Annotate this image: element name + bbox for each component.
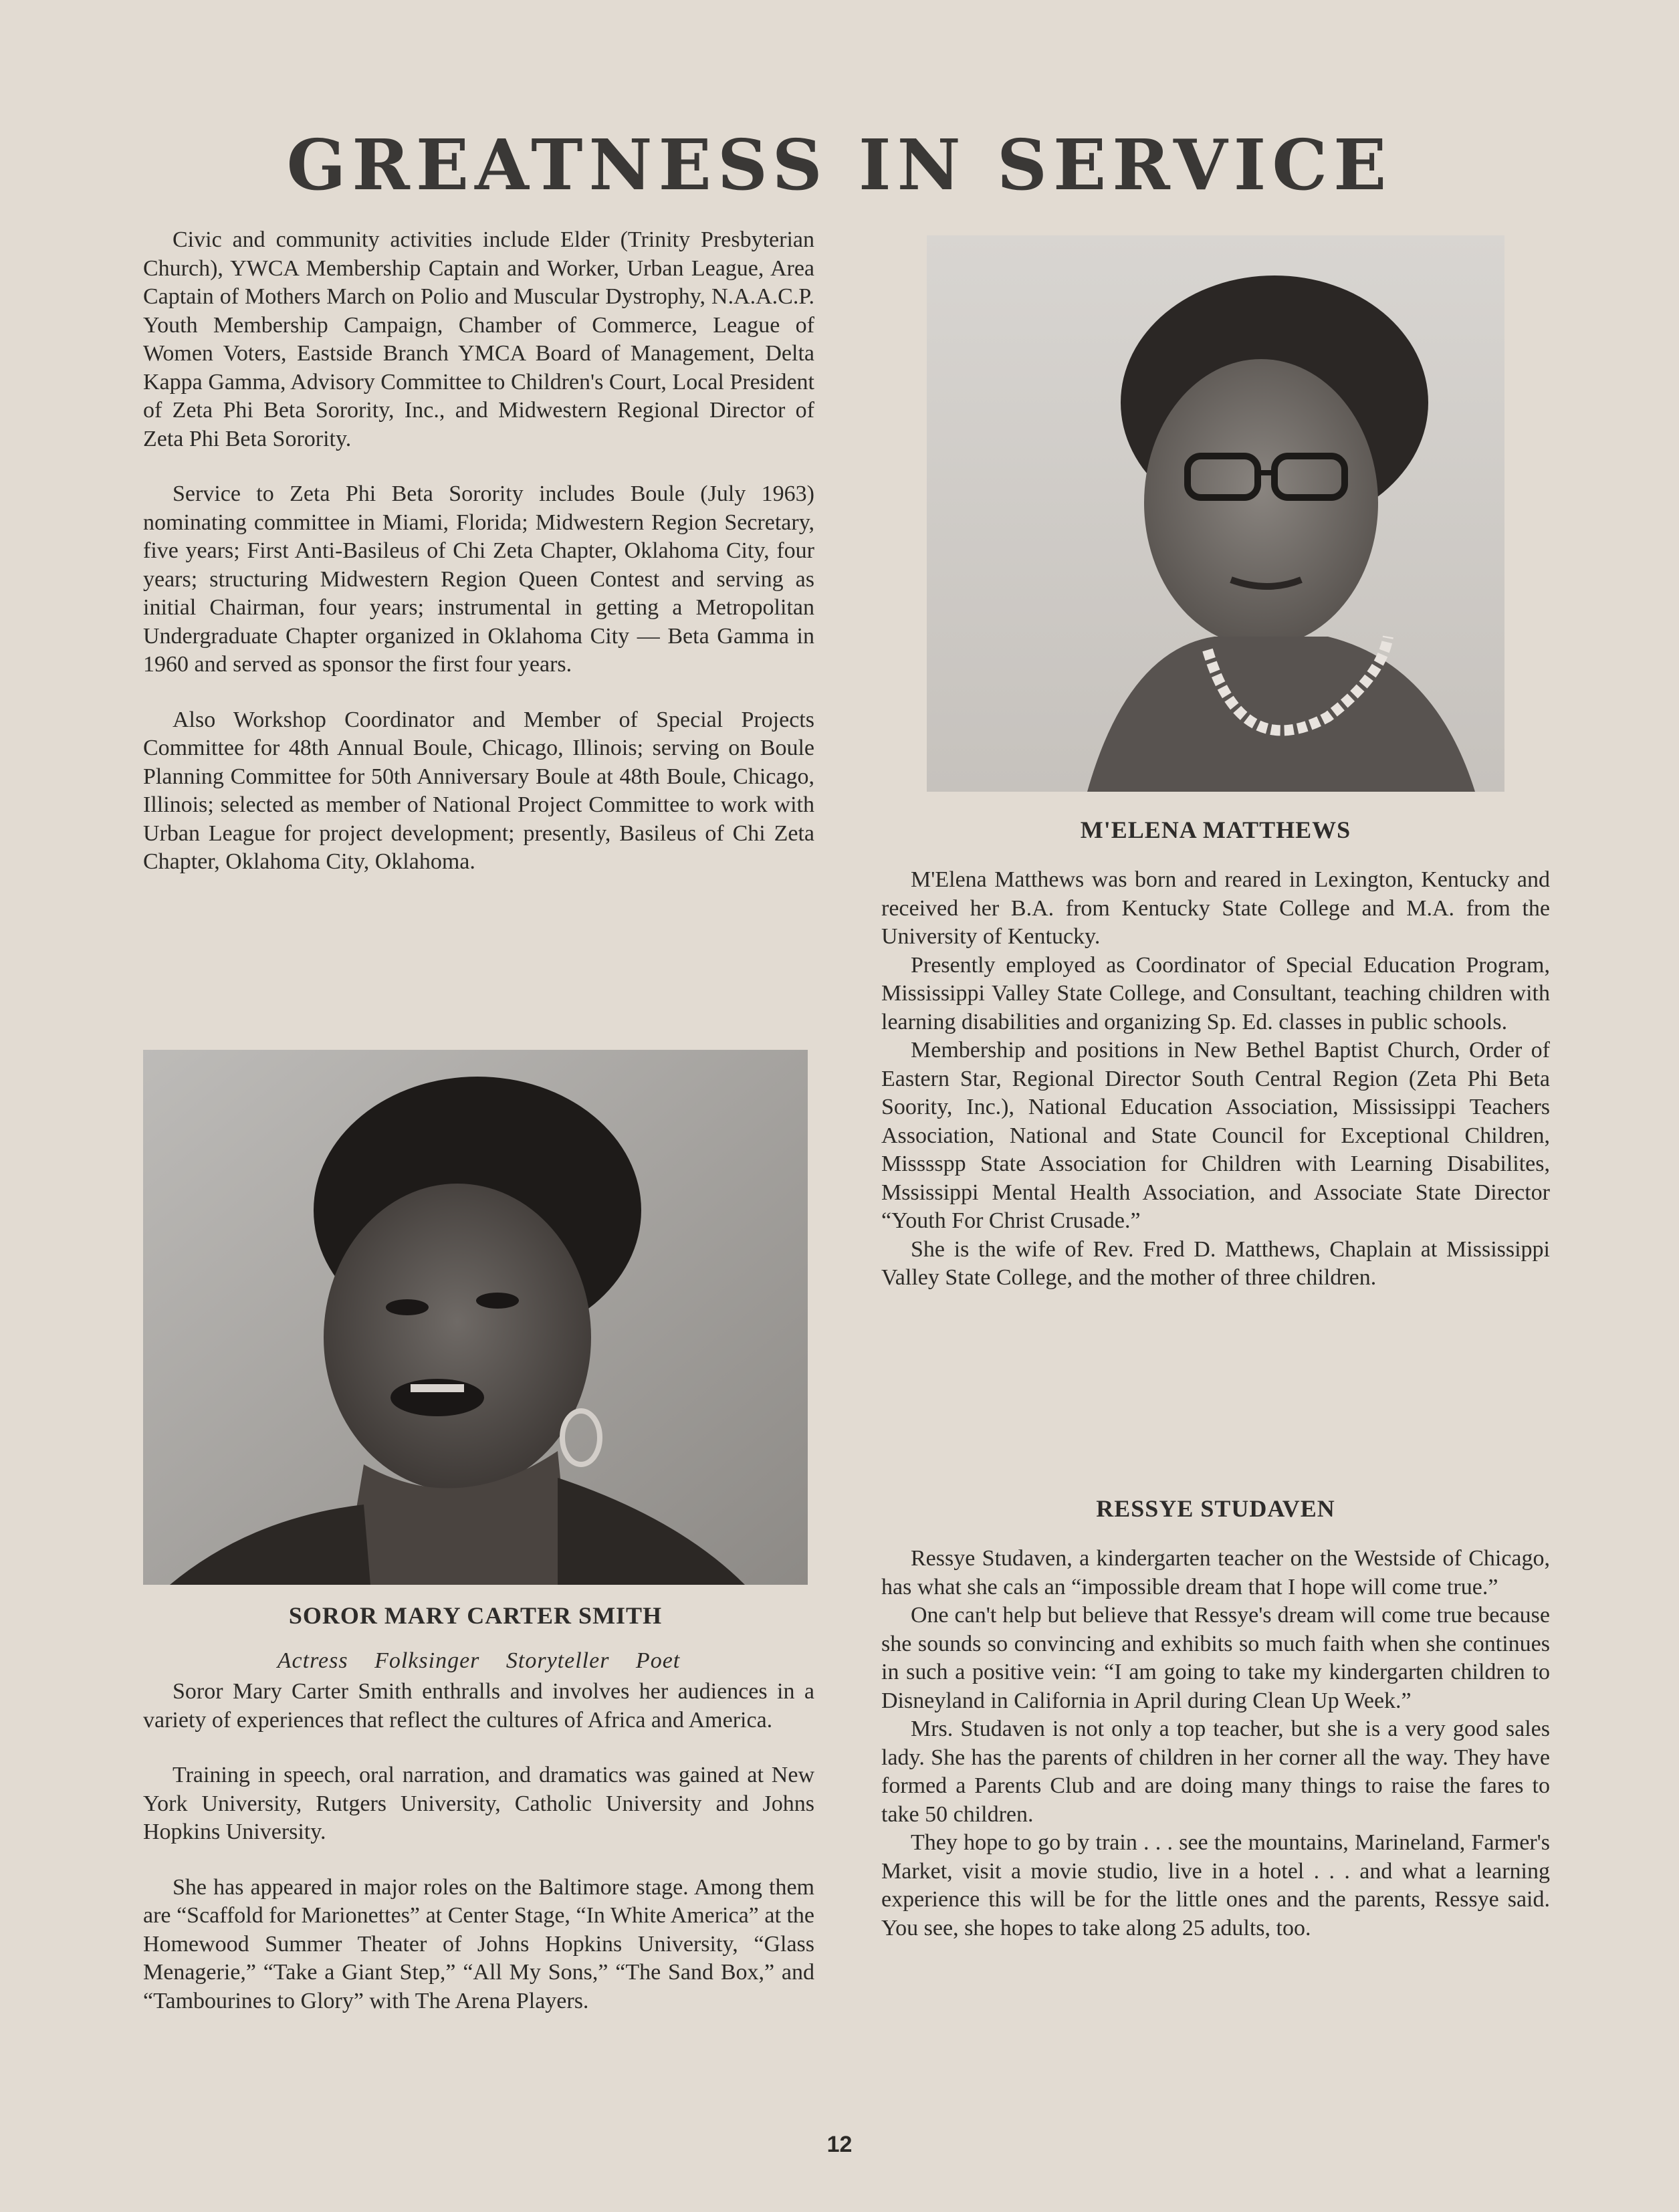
left-column-top-text [143,226,814,903]
portrait-image [927,235,1504,792]
paragraph: Presently employed as Coordinator of Special Education Program, Mississippi Valley State College, and Consultant, teaching children with learning disabilities and organizing Sp. Ed. classes in public schools. [881,952,1550,1034]
paragraph: Ressye Studaven, a kindergarten teacher on the Westside of Chicago, has what she cals an “impossible dream that I hope will come true.” [881,1546,1550,1599]
paragraph: Service to Zeta Phi Beta Sorority includes Boule (July 1963) nominating committee in Miami, Florida; Midwestern Region Secretary, five years; First Anti-Basileus of Chi Zeta Chapter, Oklahoma City, four years; structuring Midwestern Region Queen Contest and serving as initial Chairman, four years; instrumental in getting a Metropolitan Undergraduate Chapter organized in Oklahoma City — Beta Gamma in 1960 and served as sponsor the first four years. [143,481,814,677]
paragraph: M'Elena Matthews was born and reared in Lexington, Kentucky and received her B.A. from Kentucky State College and M.A. from the University of Kentucky. [881,867,1550,949]
page-number: 12 [826,2132,853,2157]
page-title: GREATNESS IN SERVICE [286,124,1393,206]
photo-melena-matthews [927,235,1504,792]
left-column-bottom-text [143,1648,814,2042]
paragraph: They hope to go by train . . . see the mountains, Marineland, Farmer's Market, visit a movie studio, live in a hotel . . . and what a learning experience this will be for the little ones and the parents, Ressye said. You see, she hopes to take along 25 adults, too. [881,1830,1550,1941]
roles-line: Actress Folksinger Storyteller Poet [277,1648,681,1673]
right-column-matthews-text [881,866,1550,1293]
caption-mary-carter-smith: SOROR MARY CARTER SMITH [288,1602,663,1629]
paragraph: Civic and community activities include Elder (Trinity Presbyterian Church), YWCA Membership Captain and Worker, Urban League, Area Captain of Mothers March on Polio and Muscular Dystrophy, N.A.A.C.P. Youth Membership Campaign, Chamber of Commerce, League of Women Voters, Eastside Branch YMCA Board of Management, Delta Kappa Gamma, Advisory Committee to Children's Court, Local President of Zeta Phi Beta Sorority, Inc., and Midwestern Regional Director of Zeta Phi Beta Sorority. [143,227,814,451]
paragraph: She is the wife of Rev. Fred D. Matthews, Chaplain at Mississippi Valley State College, and the mother of three children. [881,1236,1550,1290]
paragraph: One can't help but believe that Ressye's dream will come true because she sounds so convincing and exhibits so much faith when she continues in such a positive vein: “I am going to take my kindergarten children to Disneyland in California in April during Clean Up Week.” [881,1603,1550,1713]
right-column-studaven-text [881,1545,1550,1943]
caption-ressye-studaven: RESSYE STUDAVEN [1096,1495,1335,1522]
portrait-image [143,1050,808,1585]
paragraph: Training in speech, oral narration, and dramatics was gained at New York University, Rutgers University, Catholic University and Johns Hopkins University. [143,1763,814,1844]
paragraph: Soror Mary Carter Smith enthralls and involves her audiences in a variety of experiences that reflect the cultures of Africa and America. [143,1679,814,1733]
paragraph: She has appeared in major roles on the Baltimore stage. Among them are “Scaffold for Marionettes” at Center Stage, “In White America” at the Homewood Summer Theater of Johns Hopkins University, “Glass Menagerie,” “Take a Giant Step,” “All My Sons,” “The Sand Box,” and “Tambourines to Glory” with The Arena Players. [143,1874,814,2013]
paragraph: Membership and positions in New Bethel Baptist Church, Order of Eastern Star, Regional Director South Central Region (Zeta Phi Beta Soority, Inc.), National Education Association, Mississippi Teachers Association, National and State Council for Exceptional Children, Misssspp State Association for Children with Learning Disabilites, Mssissippi Mental Health Association, and Associate State Director “Youth For Christ Crusade.” [881,1038,1550,1233]
photo-mary-carter-smith [143,1050,808,1585]
paragraph: Also Workshop Coordinator and Member of Special Projects Committee for 48th Annual Boule, Chicago, Illinois; serving on Boule Planning Committee for 50th Anniversary Boule at 48th Boule, Chicago, Illinois; selected as member of National Project Committee to work with Urban League for project development; presently, Basileus of Chi Zeta Chapter, Oklahoma City, Oklahoma. [143,707,814,874]
caption-melena-matthews: M'ELENA MATTHEWS [1080,816,1351,843]
paragraph: Mrs. Studaven is not only a top teacher, but she is a very good sales lady. She has the parents of children in her corner all the way. They have formed a Parents Club and are doing many things to raise the fares to take 50 children. [881,1717,1550,1827]
